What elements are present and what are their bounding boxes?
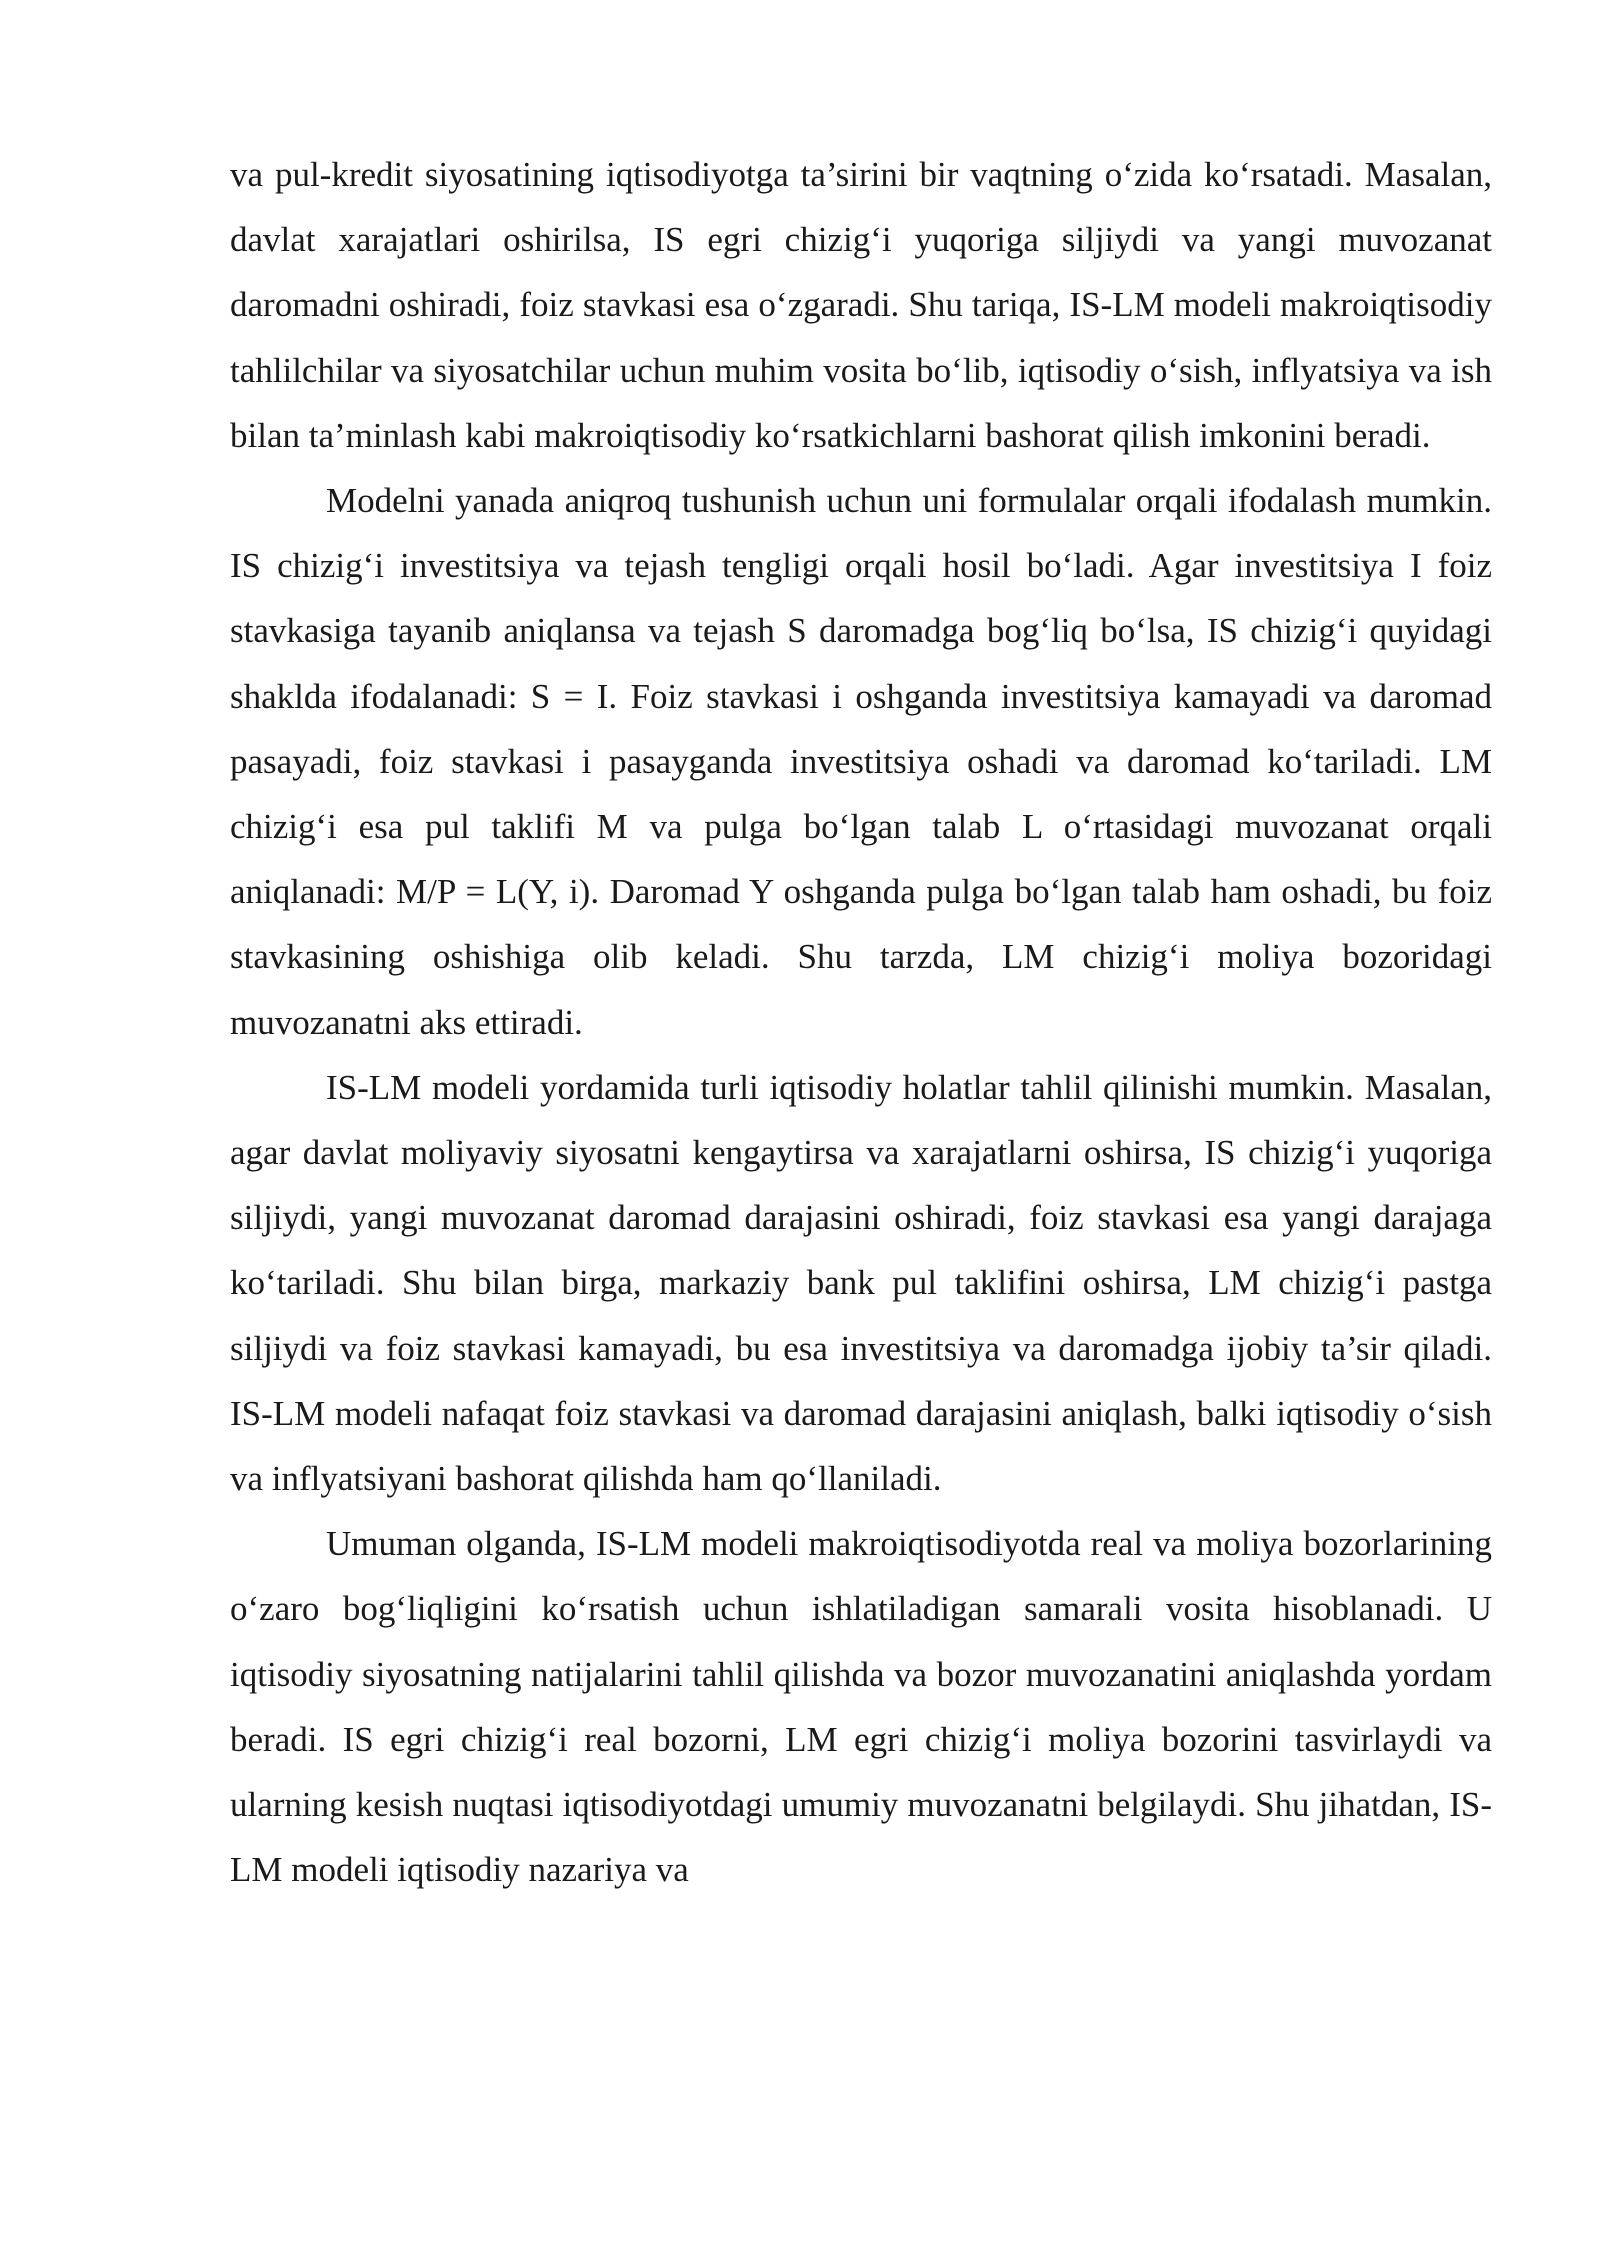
paragraph-analysis: IS-LM modeli yordamida turli iqtisodiy holatlar tahlil qilinishi mumkin. Masalan, agar davlat moliyaviy siyosatni kengaytirsa va xarajatlarni oshirsa, IS chizig‘i yuqoriga siljiydi, yangi muvozanat daromad darajasini oshiradi, foiz stavkasi esa yangi darajaga ko‘tariladi. Shu bilan birga, markaziy bank pul taklifini oshirsa, LM chizig‘i pastga siljiydi va foiz stavkasi kamayadi, bu esa investitsiya va daromadga ijobiy ta’sir qiladi. IS-LM modeli nafaqat foiz stavkasi va daromad darajasini aniqlash, balki iqtisodiy o‘sish va inflyatsiyani bashorat qilishda ham qo‘llaniladi. bbox=[230, 1067, 1492, 1499]
paragraph-continuation: va pul-kredit siyosatining iqtisodiyotga ta’sirini bir vaqtning o‘zida ko‘rsatadi. Masalan, davlat xarajatlari oshirilsa, IS egri chizig‘i yuqoriga siljiydi va yangi muvozanat daromadni oshiradi, foiz stavkasi esa o‘zgaradi. Shu tariqa, IS-LM modeli makroiqtisodiy tahlilchilar va siyosatchilar uchun muhim vosita bo‘lib, iqtisodiy o‘sish, inflyatsiya va ish bilan ta’minlash kabi makroiqtisodiy ko‘rsatkichlarni bashorat qilish imkonini beradi. bbox=[230, 155, 1492, 455]
paragraph-formulas: Modelni yanada aniqroq tushunish uchun uni formulalar orqali ifodalash mumkin. IS chizig‘i investitsiya va tejash tengligi orqali hosil bo‘ladi. Agar investitsiya I foiz stavkasiga tayanib aniqlansa va tejash S daromadga bog‘liq bo‘lsa, IS chizig‘i quyidagi shaklda ifodalanadi: S = I. Foiz stavkasi i oshganda investitsiya kamayadi va daromad pasayadi, foiz stavkasi i pasayganda investitsiya oshadi va daromad ko‘tariladi. LM chizig‘i esa pul taklifi M va pulga bo‘lgan talab L o‘rtasidagi muvozanat orqali aniqlanadi: M/P = L(Y, i). Daromad Y oshganda pulga bo‘lgan talab ham oshadi, bu foiz stavkasining oshishiga olib keladi. Shu tarzda, LM chizig‘i moliya bozoridagi muvozanatni aks ettiradi. bbox=[230, 481, 1492, 1042]
paragraph-conclusion: Umuman olganda, IS-LM modeli makroiqtisodiyotda real va moliya bozorlarining o‘zaro bog‘liqligini ko‘rsatish uchun ishlatiladigan samarali vosita hisoblanadi. U iqtisodiy siyosatning natijalarini tahlil qilishda va bozor muvozanatini aniqlashda yordam beradi. IS egri chizig‘i real bozorni, LM egri chizig‘i moliya bozorini tasvirlaydi va ularning kesish nuqtasi iqtisodiyotdagi umumiy muvozanatni belgilaydi. Shu jihatdan, IS-LM modeli iqtisodiy nazariya va bbox=[230, 1524, 1492, 1890]
document-page bbox=[230, 142, 1492, 1902]
